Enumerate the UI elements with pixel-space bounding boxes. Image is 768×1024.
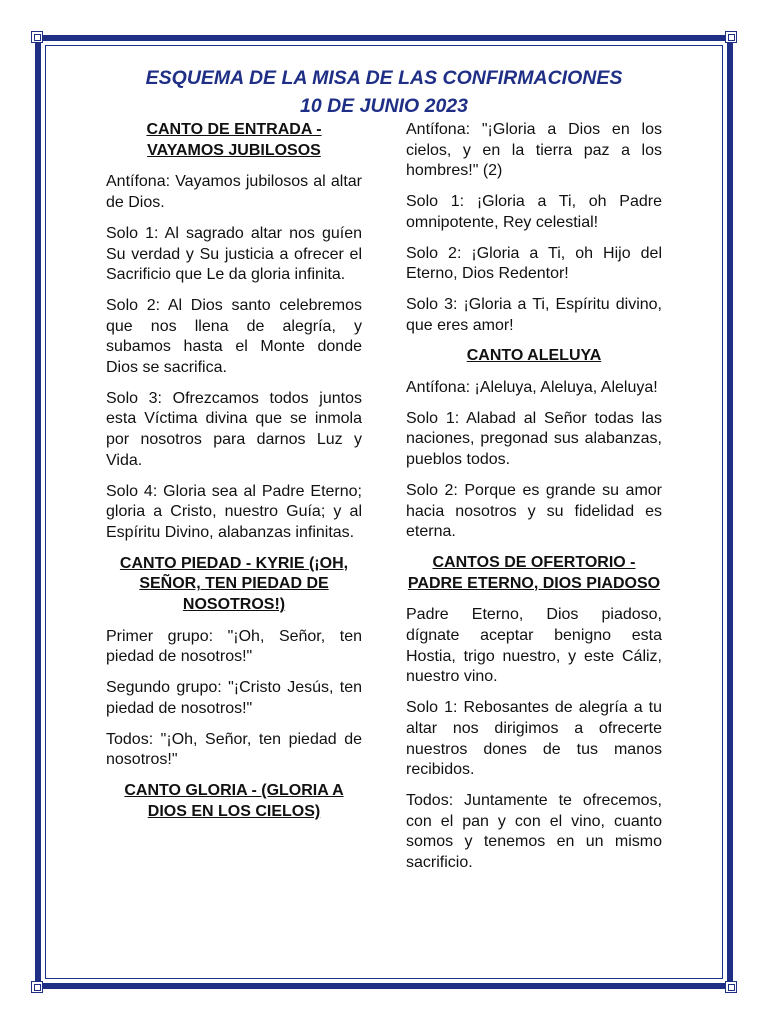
paragraph-gloria-antifona: Antífona: "¡Gloria a Dios en los cielos, y en la tierra paz a los hombres!" (2) — [406, 121, 662, 180]
paragraph-entrada-solo2: Solo 2: Al Dios santo celebremos que nos llena de alegría, y subamos hasta el Monte donde Dios se sacrifica. — [106, 296, 362, 377]
paragraph-entrada-solo4: Solo 4: Gloria sea al Padre Eterno; gloria a Cristo, nuestro Guía; y al Espíritu Divino, alabanzas infinitas. — [106, 482, 362, 541]
paragraph-piedad-todos: Todos: "¡Oh, Señor, ten piedad de nosotros!" — [106, 730, 362, 769]
paragraph-gloria-solo2: Solo 2: ¡Gloria a Ti, oh Hijo del Eterno, Dios Redentor! — [406, 244, 662, 283]
paragraph-gloria-solo1: Solo 1: ¡Gloria a Ti, oh Padre omnipotente, Rey celestial! — [406, 193, 662, 231]
corner-ornament-bottom-right — [725, 981, 737, 993]
document-date: 10 DE JUNIO 2023 — [299, 95, 468, 117]
paragraph-ofertorio-todos: Todos: Juntamente te ofrecemos, con el pan y con el vino, cuanto somos y tenemos en un mismo sacrificio. — [406, 791, 662, 872]
paragraph-entrada-solo1: Solo 1: Al sagrado altar nos guíen Su verdad y Su justicia a ofrecer el Sacrificio que Le da gloria infinita. — [106, 224, 362, 284]
right-column — [406, 120, 662, 884]
section-heading-aleluya: CANTO ALELUYA — [466, 347, 602, 365]
document-title: ESQUEMA DE LA MISA DE LAS CONFIRMACIONES — [145, 67, 623, 89]
paragraph-aleluya-solo2: Solo 2: Porque es grande su amor hacia nosotros y su fidelidad es eterna. — [406, 481, 662, 541]
left-column — [106, 120, 362, 833]
section-heading-piedad: CANTO PIEDAD - KYRIE (¡OH, SEÑOR, TEN PIEDAD DE NOSOTROS!) — [119, 554, 349, 614]
paragraph-piedad-grupo1: Primer grupo: "¡Oh, Señor, ten piedad de nosotros!" — [106, 627, 362, 666]
corner-ornament-top-left — [31, 31, 43, 43]
paragraph-gloria-solo3: Solo 3: ¡Gloria a Ti, Espíritu divino, que eres amor! — [406, 295, 662, 334]
paragraph-aleluya-solo1: Solo 1: Alabad al Señor todas las naciones, pregonad sus alabanzas, pueblos todos. — [406, 409, 662, 469]
paragraph-entrada-solo3: Solo 3: Ofrezcamos todos juntos esta Víctima divina que se inmola por nosotros para darnos Luz y Vida. — [106, 389, 362, 469]
corner-ornament-bottom-left — [31, 981, 43, 993]
paragraph-aleluya-antifona: Antífona: ¡Aleluya, Aleluya, Aleluya! — [406, 379, 658, 397]
section-heading-ofertorio: CANTOS DE OFERTORIO - PADRE ETERNO, DIOS PIADOSO — [407, 553, 661, 592]
paragraph-piedad-grupo2: Segundo grupo: "¡Cristo Jesús, ten piedad de nosotros!" — [106, 679, 362, 717]
paragraph-ofertorio-solo1: Solo 1: Rebosantes de alegría a tu altar nos dirigimos a ofrecerte nuestros dones de tus manos recibidos. — [406, 699, 662, 779]
corner-ornament-top-right — [725, 31, 737, 43]
section-heading-gloria: CANTO GLORIA - (GLORIA A DIOS EN LOS CIELOS) — [124, 781, 344, 820]
paragraph-ofertorio-intro: Padre Eterno, Dios piadoso, dígnate aceptar benigno esta Hostia, trigo nuestro, y este Cáliz, nuestro vino. — [406, 606, 662, 686]
section-heading-entrada: CANTO DE ENTRADA - VAYAMOS JUBILOSOS — [146, 121, 322, 159]
paragraph-entrada-antifona: Antífona: Vayamos jubilosos al altar de Dios. — [106, 173, 362, 212]
